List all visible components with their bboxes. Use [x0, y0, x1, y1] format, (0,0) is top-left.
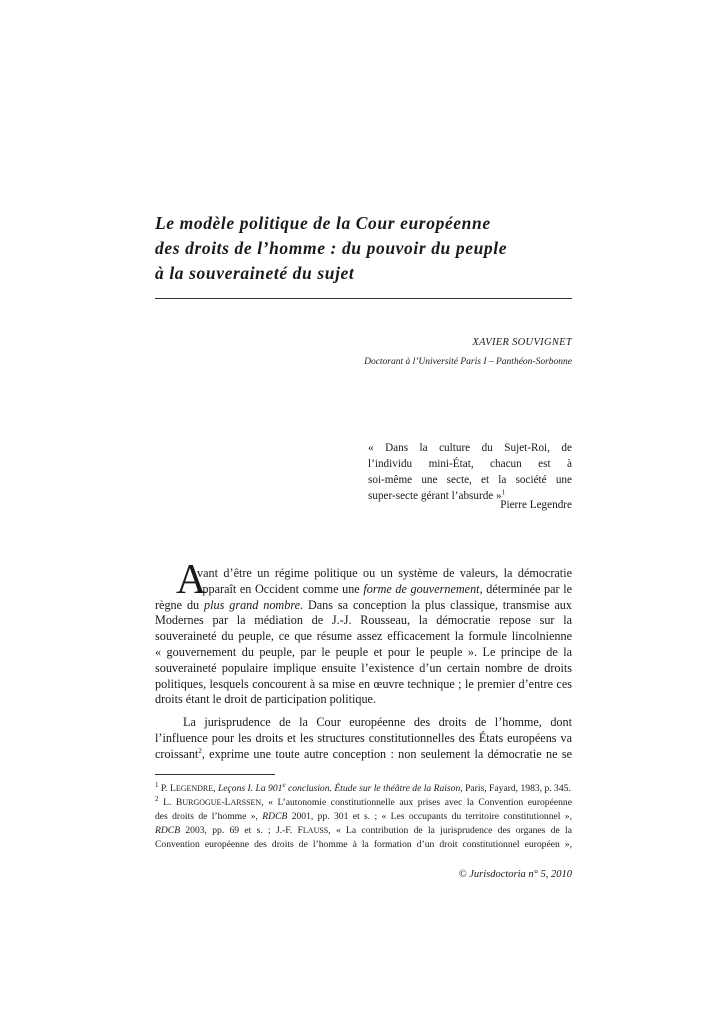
epigraph-line: l’individu mini-État, chacun est à: [368, 458, 572, 470]
title-line: à la souveraineté du sujet: [155, 263, 355, 283]
footnote-number: 1: [155, 780, 159, 789]
paragraph-line: croissant$^2$, exprime une toute autre conception : non seulement la démocratie ne se: [155, 746, 572, 761]
paragraph-line: vant d’être un régime politique ou un système de valeurs, la démocratie: [197, 566, 572, 580]
paragraph-line: souveraineté du peuple, ce que résume assez efficacement la formule lincolnienne: [155, 629, 572, 644]
paragraph-line: politiques, lesquels concourent à sa mise en œuvre technique ; le premier d’entre ces: [155, 676, 572, 691]
author-name: XAVIER SOUVIGNET: [472, 337, 572, 348]
paragraph-line: souveraineté populaire implique ensuite l’existence d’un certain nombre de droits: [155, 660, 572, 675]
paragraph-line: droits étant le droit de participation politique.: [155, 692, 377, 707]
paragraph-line: règne du plus grand nombre. Dans sa conception la plus classique, transmise aux: [155, 597, 572, 612]
journal-colophon: © Jurisdoctoria n° 5, 2010: [458, 869, 572, 880]
epigraph-line: « Dans la culture du Sujet-Roi, de: [368, 442, 572, 454]
epigraph-line: soi-même une secte, et la société une: [368, 474, 572, 486]
paragraph-2: [155, 715, 572, 762]
paragraph-line: apparaît en Occident comme une forme de gouvernement, déterminée par le: [197, 581, 572, 596]
paragraph-line: La jurisprudence de la Cour européenne des droits de l’homme, dont: [183, 715, 572, 729]
footnotes: [155, 782, 572, 852]
footnote-1: $^1$ P. LEGENDRE, Leçons I. La 901e conclusion. Étude sur le théâtre de la Raison, Paris, Fayard, 1983, p. 345.: [155, 780, 571, 794]
author-affiliation: Doctorant à l’Université Paris I – Panthéon-Sorbonne: [364, 357, 572, 367]
drop-cap: A: [176, 557, 207, 603]
title-rule: [155, 298, 572, 299]
footnote-number: 2: [155, 794, 159, 803]
footnote-ref: 2: [198, 746, 202, 755]
footnote-ref: 1: [501, 488, 506, 497]
footnote-2-line: Convention européenne des droits de l’homme à la formation d’un droit constitutionnel européen »,: [155, 839, 572, 850]
epigraph-quote: [368, 440, 572, 504]
paragraph-line: Modernes par la médiation de J.-J. Rousseau, la démocratie repose sur la: [155, 613, 572, 628]
title-line: Le modèle politique de la Cour européenne: [155, 213, 491, 233]
footnote-2: $^2$ L. BURGOGUE-LARSSEN, « L’autonomie constitutionnelle aux prises avec la Convention européenne: [155, 794, 572, 808]
footnote-2-line: RDCB 2003, pp. 69 et s. ; J.-F. FLAUSS, « La contribution de la jurisprudence des organes de la: [155, 825, 572, 836]
title-line: des droits de l’homme : du pouvoir du peuple: [155, 238, 508, 258]
footnote-rule: [155, 774, 275, 775]
paragraph-line: l’influence pour les droits et les structures constitutionnelles des États européens va: [155, 730, 572, 745]
article-title: [155, 211, 585, 286]
footnote-2-line: des droits de l’homme », RDCB 2001, pp. 301 et s. ; « Les occupants du territoire constitutionnel »,: [155, 811, 572, 822]
paragraph-line: « gouvernement du peuple, par le peuple et pour le peuple ». Le principe de la: [155, 644, 572, 659]
paragraph-1: [155, 566, 572, 708]
epigraph-source: Pierre Legendre: [500, 499, 572, 511]
epigraph-line-text: super-secte gérant l’absurde »: [368, 490, 502, 502]
